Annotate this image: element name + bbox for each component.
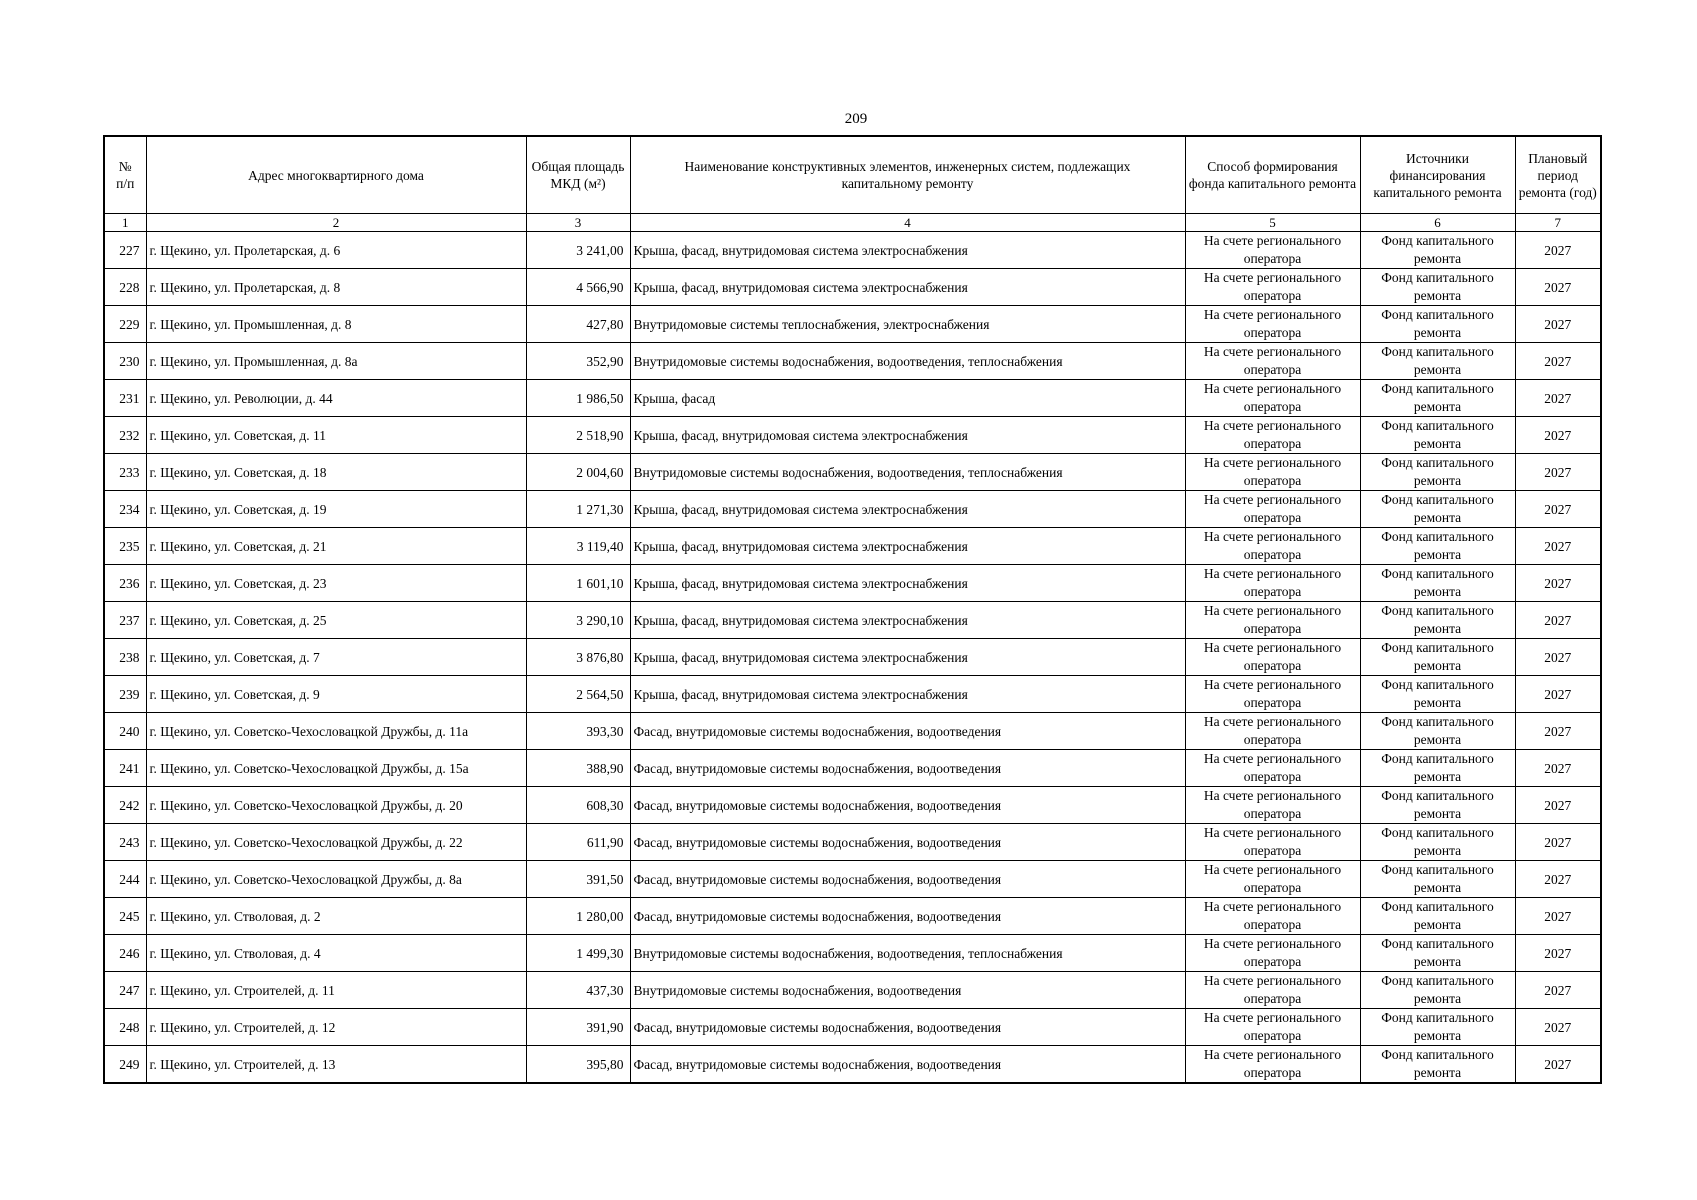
column-number: 3 [526,214,630,232]
row-number: 246 [104,935,146,972]
repair-elements: Внутридомовые системы водоснабжения, водоотведения [630,972,1185,1009]
column-number: 4 [630,214,1185,232]
table-row [104,269,1601,306]
repair-elements: Крыша, фасад, внутридомовая система электроснабжения [630,232,1185,269]
table-row [104,972,1601,1009]
fund-method: На счете регионального оператора [1185,676,1360,713]
planned-year: 2027 [1515,750,1601,787]
table-row [104,639,1601,676]
repair-elements: Фасад, внутридомовые системы водоснабжения, водоотведения [630,861,1185,898]
table-row [104,232,1601,269]
planned-year: 2027 [1515,417,1601,454]
table-row [104,380,1601,417]
table-row [104,898,1601,935]
fund-method: На счете регионального оператора [1185,491,1360,528]
total-area: 2 564,50 [526,676,630,713]
row-number: 249 [104,1046,146,1084]
financing-source: Фонд капитального ремонта [1360,343,1515,380]
total-area: 611,90 [526,824,630,861]
house-address: г. Щекино, ул. Промышленная, д. 8 [146,306,526,343]
financing-source: Фонд капитального ремонта [1360,1046,1515,1084]
table-row [104,1009,1601,1046]
header-row [104,136,1601,214]
total-area: 1 271,30 [526,491,630,528]
house-address: г. Щекино, ул. Советско-Чехословацкой Дружбы, д. 22 [146,824,526,861]
repair-elements: Внутридомовые системы водоснабжения, водоотведения, теплоснабжения [630,343,1185,380]
planned-year: 2027 [1515,972,1601,1009]
house-address: г. Щекино, ул. Революции, д. 44 [146,380,526,417]
fund-method: На счете регионального оператора [1185,972,1360,1009]
financing-source: Фонд капитального ремонта [1360,380,1515,417]
financing-source: Фонд капитального ремонта [1360,269,1515,306]
house-address: г. Щекино, ул. Советско-Чехословацкой Дружбы, д. 11а [146,713,526,750]
repair-elements: Фасад, внутридомовые системы водоснабжения, водоотведения [630,713,1185,750]
total-area: 3 241,00 [526,232,630,269]
total-area: 2 518,90 [526,417,630,454]
repair-elements: Внутридомовые системы водоснабжения, водоотведения, теплоснабжения [630,454,1185,491]
table-body [104,232,1601,1084]
house-address: г. Щекино, ул. Советская, д. 25 [146,602,526,639]
total-area: 427,80 [526,306,630,343]
fund-method: На счете регионального оператора [1185,787,1360,824]
row-number: 232 [104,417,146,454]
repair-elements: Крыша, фасад, внутридомовая система электроснабжения [630,676,1185,713]
planned-year: 2027 [1515,306,1601,343]
total-area: 395,80 [526,1046,630,1084]
financing-source: Фонд капитального ремонта [1360,750,1515,787]
financing-source: Фонд капитального ремонта [1360,1009,1515,1046]
column-number: 1 [104,214,146,232]
house-address: г. Щекино, ул. Строителей, д. 13 [146,1046,526,1084]
house-address: г. Щекино, ул. Советская, д. 23 [146,565,526,602]
repair-elements: Внутридомовые системы теплоснабжения, электроснабжения [630,306,1185,343]
row-number: 236 [104,565,146,602]
fund-method: На счете регионального оператора [1185,602,1360,639]
fund-method: На счете регионального оператора [1185,417,1360,454]
column-number: 6 [1360,214,1515,232]
total-area: 391,50 [526,861,630,898]
table-row [104,713,1601,750]
house-address: г. Щекино, ул. Промышленная, д. 8а [146,343,526,380]
planned-year: 2027 [1515,269,1601,306]
total-area: 1 280,00 [526,898,630,935]
planned-year: 2027 [1515,1009,1601,1046]
house-address: г. Щекино, ул. Пролетарская, д. 8 [146,269,526,306]
fund-method: На счете регионального оператора [1185,380,1360,417]
planned-year: 2027 [1515,861,1601,898]
total-area: 4 566,90 [526,269,630,306]
planned-year: 2027 [1515,343,1601,380]
financing-source: Фонд капитального ремонта [1360,528,1515,565]
total-area: 3 290,10 [526,602,630,639]
house-address: г. Щекино, ул. Советская, д. 19 [146,491,526,528]
header-elements: Наименование конструктивных элементов, инженерных систем, подлежащих капитальному ремонту [630,136,1185,214]
row-number: 230 [104,343,146,380]
house-address: г. Щекино, ул. Советская, д. 11 [146,417,526,454]
total-area: 391,90 [526,1009,630,1046]
total-area: 393,30 [526,713,630,750]
financing-source: Фонд капитального ремонта [1360,861,1515,898]
fund-method: На счете регионального оператора [1185,232,1360,269]
financing-source: Фонд капитального ремонта [1360,972,1515,1009]
repair-elements: Крыша, фасад, внутридомовая система электроснабжения [630,565,1185,602]
financing-source: Фонд капитального ремонта [1360,935,1515,972]
column-number: 7 [1515,214,1601,232]
total-area: 352,90 [526,343,630,380]
house-address: г. Щекино, ул. Строителей, д. 11 [146,972,526,1009]
financing-source: Фонд капитального ремонта [1360,306,1515,343]
repair-register-table [103,135,1602,1084]
house-address: г. Щекино, ул. Советская, д. 9 [146,676,526,713]
fund-method: На счете регионального оператора [1185,528,1360,565]
table-row [104,454,1601,491]
column-number: 2 [146,214,526,232]
financing-source: Фонд капитального ремонта [1360,232,1515,269]
planned-year: 2027 [1515,1046,1601,1084]
row-number: 247 [104,972,146,1009]
header-period: Плановый период ремонта (год) [1515,136,1601,214]
table-row [104,861,1601,898]
repair-elements: Крыша, фасад [630,380,1185,417]
repair-elements: Фасад, внутридомовые системы водоснабжения, водоотведения [630,824,1185,861]
total-area: 3 119,40 [526,528,630,565]
table-row [104,306,1601,343]
planned-year: 2027 [1515,935,1601,972]
table-row [104,491,1601,528]
table-row [104,417,1601,454]
fund-method: На счете регионального оператора [1185,343,1360,380]
row-number: 233 [104,454,146,491]
header-area: Общая площадь МКД (м²) [526,136,630,214]
table-row [104,824,1601,861]
financing-source: Фонд капитального ремонта [1360,824,1515,861]
column-number: 5 [1185,214,1360,232]
row-number: 231 [104,380,146,417]
fund-method: На счете регионального оператора [1185,1009,1360,1046]
repair-elements: Крыша, фасад, внутридомовая система электроснабжения [630,602,1185,639]
financing-source: Фонд капитального ремонта [1360,639,1515,676]
house-address: г. Щекино, ул. Строителей, д. 12 [146,1009,526,1046]
fund-method: На счете регионального оператора [1185,824,1360,861]
repair-elements: Внутридомовые системы водоснабжения, водоотведения, теплоснабжения [630,935,1185,972]
total-area: 1 986,50 [526,380,630,417]
financing-source: Фонд капитального ремонта [1360,602,1515,639]
planned-year: 2027 [1515,232,1601,269]
planned-year: 2027 [1515,639,1601,676]
fund-method: На счете регионального оператора [1185,454,1360,491]
repair-elements: Фасад, внутридомовые системы водоснабжения, водоотведения [630,1009,1185,1046]
planned-year: 2027 [1515,898,1601,935]
row-number: 240 [104,713,146,750]
fund-method: На счете регионального оператора [1185,898,1360,935]
page-number: 209 [844,111,868,127]
header-fund-method: Способ формирования фонда капитального ремонта [1185,136,1360,214]
repair-elements: Фасад, внутридомовые системы водоснабжения, водоотведения [630,1046,1185,1084]
fund-method: На счете регионального оператора [1185,565,1360,602]
repair-elements: Крыша, фасад, внутридомовая система электроснабжения [630,639,1185,676]
row-number: 234 [104,491,146,528]
table-row [104,565,1601,602]
planned-year: 2027 [1515,454,1601,491]
repair-elements: Фасад, внутридомовые системы водоснабжения, водоотведения [630,787,1185,824]
row-number: 238 [104,639,146,676]
planned-year: 2027 [1515,528,1601,565]
planned-year: 2027 [1515,380,1601,417]
repair-elements: Крыша, фасад, внутридомовая система электроснабжения [630,417,1185,454]
row-number: 245 [104,898,146,935]
financing-source: Фонд капитального ремонта [1360,417,1515,454]
row-number: 228 [104,269,146,306]
financing-source: Фонд капитального ремонта [1360,491,1515,528]
fund-method: На счете регионального оператора [1185,1046,1360,1084]
fund-method: На счете регионального оператора [1185,269,1360,306]
planned-year: 2027 [1515,824,1601,861]
row-number: 242 [104,787,146,824]
house-address: г. Щекино, ул. Советская, д. 21 [146,528,526,565]
header-sources: Источники финансирования капитального ремонта [1360,136,1515,214]
total-area: 437,30 [526,972,630,1009]
planned-year: 2027 [1515,713,1601,750]
row-number: 229 [104,306,146,343]
row-number: 235 [104,528,146,565]
row-number: 237 [104,602,146,639]
total-area: 1 499,30 [526,935,630,972]
fund-method: На счете регионального оператора [1185,750,1360,787]
header-num: № п/п [104,136,146,214]
fund-method: На счете регионального оператора [1185,861,1360,898]
repair-elements: Фасад, внутридомовые системы водоснабжения, водоотведения [630,750,1185,787]
house-address: г. Щекино, ул. Стволовая, д. 2 [146,898,526,935]
financing-source: Фонд капитального ремонта [1360,454,1515,491]
house-address: г. Щекино, ул. Советско-Чехословацкой Дружбы, д. 20 [146,787,526,824]
financing-source: Фонд капитального ремонта [1360,787,1515,824]
repair-elements: Крыша, фасад, внутридомовая система электроснабжения [630,528,1185,565]
column-number-row [104,214,1601,232]
repair-elements: Крыша, фасад, внутридомовая система электроснабжения [630,269,1185,306]
table-row [104,787,1601,824]
table-row [104,1046,1601,1084]
financing-source: Фонд капитального ремонта [1360,565,1515,602]
financing-source: Фонд капитального ремонта [1360,898,1515,935]
total-area: 388,90 [526,750,630,787]
planned-year: 2027 [1515,787,1601,824]
fund-method: На счете регионального оператора [1185,935,1360,972]
house-address: г. Щекино, ул. Стволовая, д. 4 [146,935,526,972]
total-area: 2 004,60 [526,454,630,491]
planned-year: 2027 [1515,602,1601,639]
row-number: 248 [104,1009,146,1046]
repair-elements: Фасад, внутридомовые системы водоснабжения, водоотведения [630,898,1185,935]
repair-elements: Крыша, фасад, внутридомовая система электроснабжения [630,491,1185,528]
table-row [104,750,1601,787]
total-area: 608,30 [526,787,630,824]
fund-method: На счете регионального оператора [1185,713,1360,750]
house-address: г. Щекино, ул. Пролетарская, д. 6 [146,232,526,269]
row-number: 244 [104,861,146,898]
table-row [104,935,1601,972]
fund-method: На счете регионального оператора [1185,639,1360,676]
financing-source: Фонд капитального ремонта [1360,713,1515,750]
row-number: 243 [104,824,146,861]
table-row [104,676,1601,713]
house-address: г. Щекино, ул. Советско-Чехословацкой Дружбы, д. 15а [146,750,526,787]
total-area: 1 601,10 [526,565,630,602]
planned-year: 2027 [1515,565,1601,602]
planned-year: 2027 [1515,491,1601,528]
table-row [104,602,1601,639]
table-row [104,528,1601,565]
table-row [104,343,1601,380]
header-address: Адрес многоквартирного дома [146,136,526,214]
house-address: г. Щекино, ул. Советская, д. 18 [146,454,526,491]
financing-source: Фонд капитального ремонта [1360,676,1515,713]
row-number: 239 [104,676,146,713]
fund-method: На счете регионального оператора [1185,306,1360,343]
row-number: 227 [104,232,146,269]
row-number: 241 [104,750,146,787]
house-address: г. Щекино, ул. Советско-Чехословацкой Дружбы, д. 8а [146,861,526,898]
house-address: г. Щекино, ул. Советская, д. 7 [146,639,526,676]
planned-year: 2027 [1515,676,1601,713]
total-area: 3 876,80 [526,639,630,676]
